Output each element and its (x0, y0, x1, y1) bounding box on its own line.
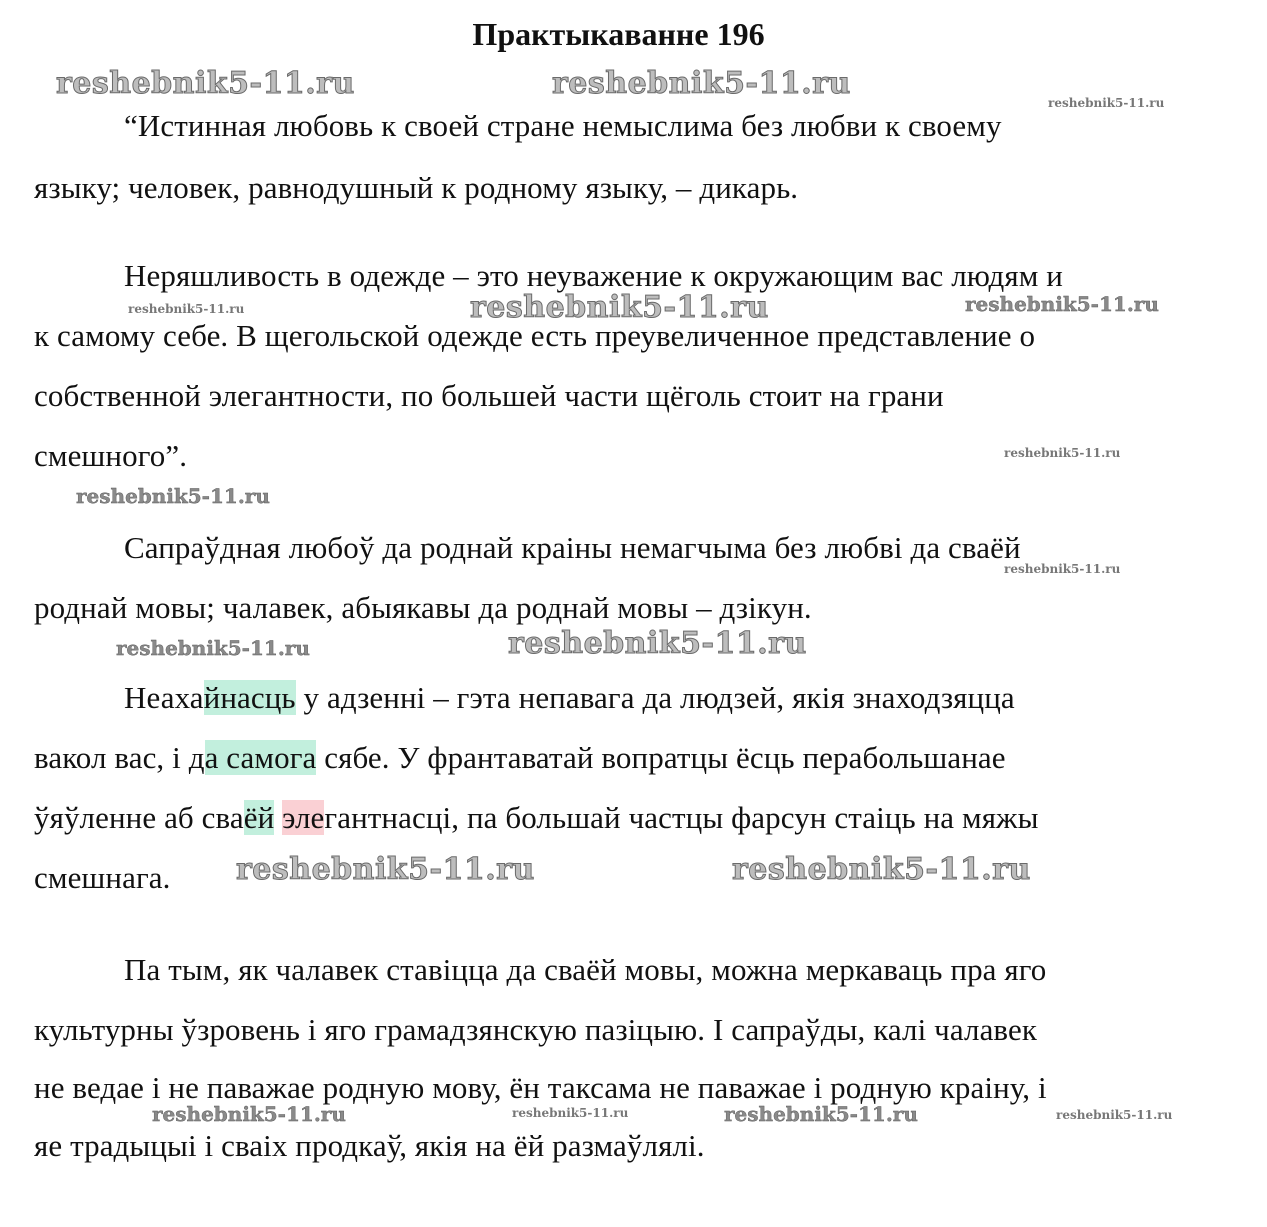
watermark: reshebnik5-11.ru (1056, 1108, 1173, 1122)
watermark: reshebnik5-11.ru (56, 66, 355, 101)
watermark: reshebnik5-11.ru (508, 626, 807, 661)
text-segment: сябе. У франтаватай вопратцы ёсць перабольшанае (316, 740, 1006, 775)
text-line: собственной элегантности, по большей части щёголь стоит на грани (34, 378, 944, 413)
text-line: культурны ўзровень і яго грамадзянскую пазіцыю. І сапраўды, калі чалавек (34, 1012, 1037, 1047)
text-segment: у адзенні – гэта непавага да людзей, якія знаходзяцца (295, 680, 1015, 715)
text-line: роднай мовы; чалавек, абыякавы да роднай мовы – дзікун. (34, 590, 812, 625)
watermark: reshebnik5-11.ru (152, 1102, 346, 1126)
text-line (34, 798, 1039, 838)
text-line: смешнага. (34, 860, 171, 895)
watermark: reshebnik5-11.ru (965, 292, 1159, 316)
highlight: а самога (204, 740, 317, 775)
watermark: reshebnik5-11.ru (128, 302, 245, 316)
text-line: “Истинная любовь к своей стране немыслима без любви к своему (124, 108, 1002, 143)
text-line: Неряшливость в одежде – это неуважение к окружающим вас людям и (124, 258, 1063, 293)
watermark: reshebnik5-11.ru (1004, 446, 1121, 460)
text-segment: вакол вас, і д (34, 740, 205, 775)
watermark: reshebnik5-11.ru (116, 636, 310, 660)
highlight: йнасць (203, 680, 296, 715)
page-title: Практыкаванне 196 (472, 16, 765, 52)
watermark: reshebnik5-11.ru (724, 1102, 918, 1126)
highlight: эле (282, 800, 325, 835)
text-line: не ведае і не паважае родную мову, ён таксама не паважае і родную краіну, і (34, 1070, 1047, 1105)
text-line: яе традыцыі і сваіх продкаў, якія на ёй размаўлялі. (34, 1128, 705, 1163)
watermark: reshebnik5-11.ru (236, 852, 535, 887)
watermark: reshebnik5-11.ru (1004, 562, 1121, 576)
text-line: к самому себе. В щегольской одежде есть преувеличенное представление о (34, 318, 1036, 353)
watermark: reshebnik5-11.ru (732, 852, 1031, 887)
text-segment: Неаха (124, 680, 204, 715)
text-segment: ўяўленне аб сва (34, 800, 244, 835)
watermark: reshebnik5-11.ru (512, 1106, 629, 1120)
text-line: смешного”. (34, 438, 188, 473)
watermark: reshebnik5-11.ru (76, 484, 270, 508)
highlight: ёй (243, 800, 275, 835)
text-line: языку; человек, равнодушный к родному языку, – дикарь. (34, 170, 799, 205)
watermark: reshebnik5-11.ru (552, 66, 851, 101)
text-line (34, 738, 1006, 778)
text-line: Па тым, як чалавек ставіцца да сваёй мовы, можна меркаваць пра яго (124, 952, 1047, 987)
text-line (124, 678, 1015, 718)
text-segment: гантнасці, па большай частцы фарсун стаіць на мяжы (324, 800, 1039, 835)
text-segment (274, 800, 282, 835)
watermark: reshebnik5-11.ru (470, 290, 769, 325)
watermark: reshebnik5-11.ru (1048, 96, 1165, 110)
text-line: Сапраўдная любоў да роднай краіны немагчыма без любві да сваёй (124, 530, 1021, 565)
